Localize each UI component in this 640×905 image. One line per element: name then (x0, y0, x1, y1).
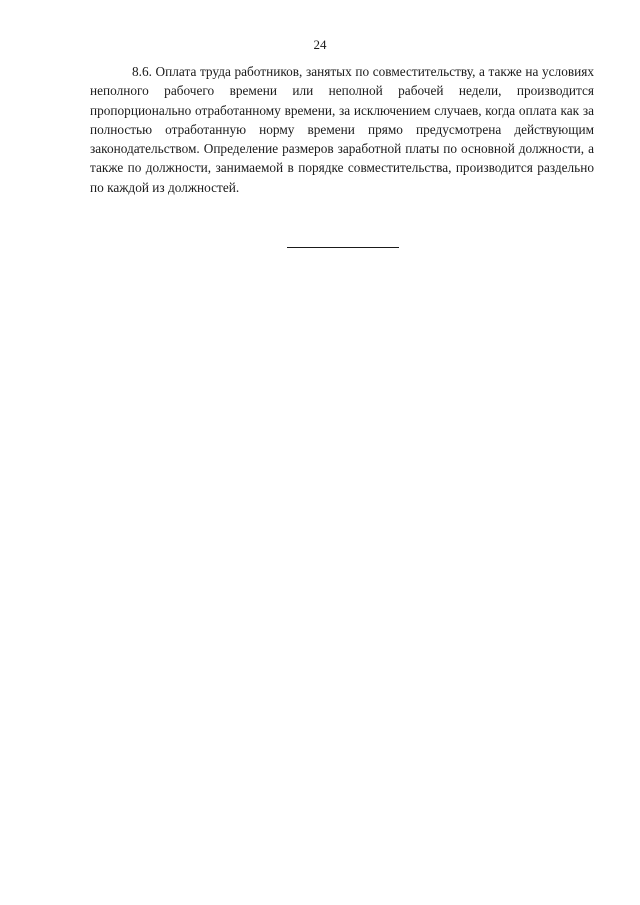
page-number: 24 (313, 37, 327, 52)
end-separator-line (287, 247, 399, 248)
paragraph-8-6: 8.6. Оплата труда работников, занятых по совместительству, а также на условиях неполного рабочего времени или неполной рабочей недели, производится пропорционально отработанному времени, за исключением случаев, когда оплата как за полностью отработанную норму времени прямо предусмотрена действующим законодательством. Определение размеров заработной платы по основной должности, а также по должности, занимаемой в порядке совместительства, производится раздельно по каждой из должностей. (90, 64, 594, 195)
